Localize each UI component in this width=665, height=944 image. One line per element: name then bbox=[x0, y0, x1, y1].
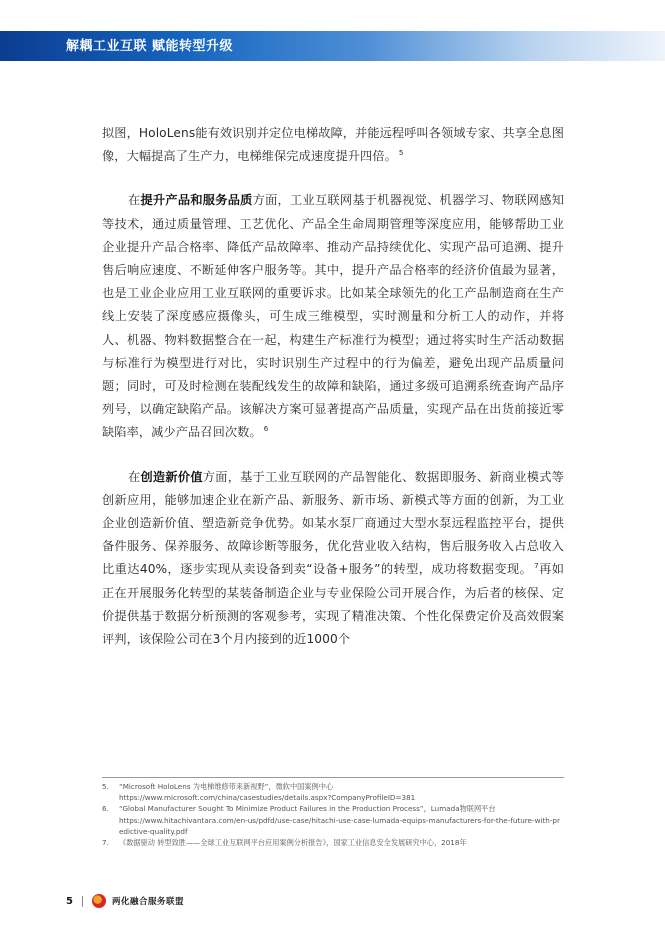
paragraph-3-text-b: 再如正在开展服务化转型的某装备制造企业与专业保险公司开展合作，为后者的核保、定价提供基于数据分析预测的客观参考，实现了精准决策、个性化保费定价及高效假案评判，该保险公司在3个月内接到的近1000个 bbox=[102, 562, 565, 647]
paragraph-2-text: 方面，工业互联网基于机器视觉、机器学习、物联网感知等技术，通过质量管理、工艺优化、产品全生命周期管理等深度应用，能够帮助工业企业提升产品合格率、降低产品故障率、推动产品持续优化、实现产品可追溯、提升售后响应速度、不断延伸客户服务等。其中，提升产品合格率的经济价值最为显著，也是工业企业应用工业互联网的重要诉求。比如某全球领先的化工产品制造商在生产线上安装了深度感应摄像头，可生成三维模型，实时测量和分析工人的动作，并将人、机器、物料数据整合在一起，构建生产标准行为模型；通过将实时生产活动数据与标准行为模型进行对比，实时识别生产过程中的行为偏差，避免出现产品质量问题；同时，可及时检测在装配线发生的故障和缺陷，通过多级可追溯系统查询产品序列号，以确定缺陷产品。该解决方案可显著提高产品质量，实现产品在出货前接近零缺陷率，减少产品召回次数。 bbox=[102, 193, 564, 440]
highlight-product-quality: 提升产品和服务品质 bbox=[140, 193, 253, 208]
footnote-6 bbox=[102, 803, 564, 837]
footnote-ref-5[interactable]: 5 bbox=[398, 149, 404, 158]
footnote-text: 《数据驱动 转型致胜——全球工业互联网平台应用案例分析报告》，国家工业信息安全发展研究中心，2018年 bbox=[119, 838, 467, 848]
page-number: 5 bbox=[66, 895, 73, 907]
footnote-5 bbox=[102, 781, 564, 803]
paragraph-3-lead: 在 bbox=[128, 469, 141, 484]
paragraph-3-text-a: 方面，基于工业互联网的产品智能化、数据即服务、新商业模式等创新应用，能够加速企业在新产品、新服务、新市场、新模式等方面的创新，为工业企业创造新价值、塑造新竞争优势。如某水泵厂商通过大型水泵远程监控平台，提供备件服务、保养服务、故障诊断等服务，优化营业收入结构，售后服务收入占总收入比重达40%，逐步实现从卖设备到卖“设备+服务”的转型，成功将数据变现。 bbox=[102, 469, 564, 577]
organization-name: 两化融合服务联盟 bbox=[111, 897, 184, 907]
alliance-logo-icon bbox=[92, 894, 106, 908]
paragraph-1-text: 拟图，HoloLens能有效识别并定位电梯故障，并能远程呼叫各领域专家、共享全息图像，大幅提高了生产力，电梯维保完成速度提升四倍。 bbox=[102, 126, 564, 164]
footnote-text: “Microsoft HoloLens 为电梯维修带来新视野”，微软中国案例中心 bbox=[119, 782, 334, 791]
paragraph-2-lead: 在 bbox=[128, 193, 141, 208]
footnotes bbox=[102, 781, 564, 848]
page-footer bbox=[66, 893, 184, 909]
footnote-link[interactable]: https://www.hitachivantara.com/en-us/pdfd/use-case/hitachi-use-case-lumada-equips-manufacturers-for-the-future-with-predictive-quality.pdf bbox=[119, 815, 560, 836]
footnote-text: “Global Manufacturer Sought To Minimize Product Failures in the Production Process”，Lumada物联网平台 bbox=[119, 804, 496, 814]
footnote-divider bbox=[102, 777, 564, 778]
paragraph-product-quality bbox=[102, 189, 564, 444]
footnote-ref-7[interactable]: 7 bbox=[534, 562, 539, 571]
footnote-number: 7. bbox=[102, 838, 109, 848]
body-text bbox=[102, 122, 564, 651]
running-header-title: 解耦工业互联 赋能转型升级 bbox=[66, 39, 234, 54]
footnote-number: 6. bbox=[102, 804, 109, 814]
paragraph-1 bbox=[102, 122, 564, 168]
highlight-new-value: 创造新价值 bbox=[140, 469, 203, 484]
footnote-7 bbox=[102, 837, 564, 848]
footer-divider bbox=[82, 896, 83, 907]
footnote-ref-6[interactable]: 6 bbox=[263, 425, 269, 434]
footnote-number: 5. bbox=[102, 782, 109, 791]
footnote-link[interactable]: https://www.microsoft.com/china/casestudies/details.aspx?CompanyProfileID=381 bbox=[119, 793, 416, 803]
paragraph-new-value bbox=[102, 466, 564, 652]
